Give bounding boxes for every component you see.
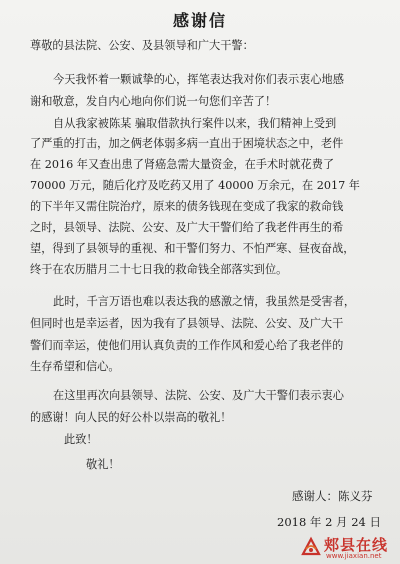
closing-cizhi: 此致！ <box>64 433 98 446</box>
signature: 感谢人：陈义芬 <box>292 489 373 503</box>
salutation: 尊敬的县法院、公安、及县领导和广大干警： <box>30 39 254 52</box>
watermark-brand: 郏县在线 <box>324 536 389 554</box>
letter-title: 感谢信 <box>172 11 227 30</box>
paragraph-1-line-2: 谢和敬意，发自内心地向你们说一句您们辛苦了！ <box>30 95 277 108</box>
paragraph-2-line-4: 70000 万元，随后化疗及吃药又用了 40000 万余元，在 2017 年 <box>30 179 360 192</box>
paragraph-2-line-5: 的下半年又需住院治疗，原来的债务钱现在变成了我家的救命钱 <box>30 200 344 213</box>
paragraph-3-line-4: 生存希望和信心。 <box>30 360 120 373</box>
paragraph-3-line-2: 但同时也是幸运者，因为我有了县领导、法院、公安、及广大干 <box>30 317 344 330</box>
paragraph-2-line-1: 自从我家被陈某 骗取借款执行案件以来，我们精神上受到 <box>53 117 337 130</box>
paragraph-3-line-3: 警们而幸运，使他们用认真负责的工作作风和爱心给了我老伴的 <box>30 339 344 352</box>
paragraph-4-line-1: 在这里再次向县领导、法院、公安、及广大干警们表示衷心 <box>53 389 344 402</box>
closing-jingli: 敬礼！ <box>86 458 120 471</box>
paragraph-4-line-2: 的感谢！向人民的好公朴以崇高的敬礼！ <box>30 411 232 424</box>
paragraph-2-line-7: 望，得到了县领导的重视、和干警们努力、不怕严寒、昼夜奋战， <box>30 242 355 255</box>
paragraph-2-line-8: 终于在农历腊月二十七日我的救命钱全部落实到位。 <box>30 263 288 276</box>
paragraph-2-line-2: 了严重的打击，加之俩老体弱多病一直出于困境状态之中，老件 <box>30 137 344 150</box>
paragraph-2-line-3: 在 2016 年又查出患了肾癌急需大量资金，在手术时就花费了 <box>30 158 335 171</box>
letter-date: 2018 年 2 月 24 日 <box>277 515 381 529</box>
site-watermark <box>300 534 396 562</box>
site-logo-icon <box>300 536 322 558</box>
paragraph-2-line-6: 之时，县领导、法院、公安、及广大干警们给了我老件再生的希 <box>30 221 344 234</box>
watermark-url: www.jiaxian.net <box>326 552 382 560</box>
paragraph-3-line-1: 此时，千言万语也难以表达我的感激之情，我虽然是受害者， <box>53 295 356 308</box>
paragraph-1-line-1: 今天我怀着一颗诚挚的心，挥笔表达我对你们表示衷心地感 <box>53 73 344 86</box>
